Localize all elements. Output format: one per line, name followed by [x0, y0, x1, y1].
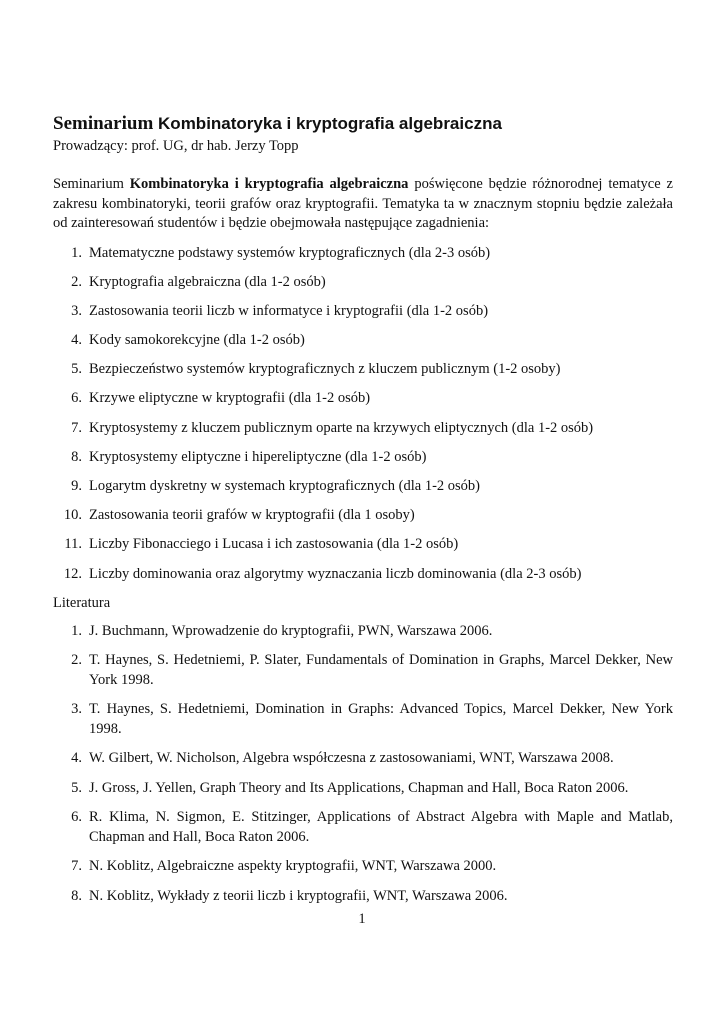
topic-item: [53, 389, 673, 409]
topic-item: [53, 565, 673, 585]
reference-text: N. Koblitz, Wykłady z teorii liczb i kryptografii, WNT, Warszawa 2006.: [89, 887, 508, 904]
literature-list: [53, 622, 673, 907]
topic-item: [53, 477, 673, 497]
reference-text: N. Koblitz, Algebraiczne aspekty kryptografii, WNT, Warszawa 2000.: [89, 858, 497, 875]
title-main: Seminarium: [53, 113, 154, 134]
reference-item: [53, 857, 673, 877]
topic-number: 10.: [63, 507, 82, 524]
topic-item: [53, 244, 673, 264]
topic-number: 7.: [71, 419, 82, 436]
reference-item: [53, 887, 673, 907]
topic-text: Kryptosystemy z kluczem publicznym oparte na krzywych eliptycznych (dla 1-2 osób): [89, 419, 594, 436]
reference-number: 7.: [71, 858, 82, 875]
topic-text: Matematyczne podstawy systemów kryptograficznych (dla 2-3 osób): [89, 244, 491, 261]
reference-text: W. Gilbert, W. Nicholson, Algebra współczesna z zastosowaniami, WNT, Warszawa 2008.: [89, 750, 614, 767]
reference-number: 6.: [71, 809, 82, 826]
topic-item: [53, 302, 673, 322]
reference-text: R. Klima, N. Sigmon, E. Stitzinger, Applications of Abstract Algebra with Maple and Matlab, Chapman and Hall, Boca Raton 2006.: [89, 809, 673, 845]
reference-number: 1.: [71, 622, 82, 639]
intro-paragraph: [53, 175, 673, 234]
reference-text: T. Haynes, S. Hedetniemi, Domination in Graphs: Advanced Topics, Marcel Dekker, New York 1998.: [89, 701, 673, 737]
topic-item: [53, 448, 673, 468]
reference-number: 3.: [71, 701, 82, 718]
reference-number: 8.: [71, 887, 82, 904]
topic-item: [53, 331, 673, 351]
reference-text: J. Gross, J. Yellen, Graph Theory and Its Applications, Chapman and Hall, Boca Raton 2006.: [89, 779, 629, 796]
topic-number: 2.: [71, 273, 82, 290]
topic-number: 3.: [71, 302, 82, 319]
reference-text: T. Haynes, S. Hedetniemi, P. Slater, Fundamentals of Domination in Graphs, Marcel Dekker, New York 1998.: [89, 652, 673, 688]
topic-text: Bezpieczeństwo systemów kryptograficznych z kluczem publicznym (1-2 osoby): [89, 361, 561, 378]
topic-number: 9.: [71, 478, 82, 494]
topic-item: [53, 506, 673, 526]
topic-text: Zastosowania teorii grafów w kryptografii (dla 1 osoby): [89, 507, 415, 524]
topic-number: 5.: [71, 361, 82, 378]
title-subtitle: Kombinatoryka i kryptografia algebraiczna: [158, 114, 502, 133]
reference-item: [53, 622, 673, 642]
topic-number: 8.: [71, 448, 82, 465]
reference-number: 2.: [71, 652, 82, 669]
page-number: 1: [358, 911, 366, 927]
document-page: [53, 112, 673, 916]
literature-heading: Literatura: [53, 594, 111, 611]
reference-item: [53, 700, 673, 739]
reference-number: 4.: [71, 750, 82, 767]
topic-number: 11.: [64, 536, 82, 553]
topics-list: [53, 244, 673, 585]
reference-item: [53, 749, 673, 769]
topic-number: 1.: [71, 244, 82, 261]
topic-item: [53, 273, 673, 293]
topic-text: Kody samokorekcyjne (dla 1-2 osób): [89, 332, 305, 349]
page-title: [53, 112, 673, 136]
topic-item: [53, 360, 673, 380]
topic-number: 4.: [71, 332, 82, 349]
topic-text: Krzywe eliptyczne w kryptografii (dla 1-2 osób): [89, 390, 371, 407]
topic-number: 12.: [63, 565, 82, 582]
topic-item: [53, 419, 673, 439]
topic-text: Logarytm dyskretny w systemach kryptograficznych (dla 1-2 osób): [89, 478, 480, 494]
topic-text: Liczby dominowania oraz algorytmy wyznaczania liczb dominowania (dla 2-3 osób): [89, 565, 582, 582]
topic-text: Kryptografia algebraiczna (dla 1-2 osób): [89, 273, 326, 290]
topic-item: [53, 535, 673, 555]
topic-text: Liczby Fibonacciego i Lucasa i ich zastosowania (dla 1-2 osób): [89, 536, 459, 553]
reference-item: [53, 808, 673, 847]
reference-text: J. Buchmann, Wprowadzenie do kryptografii, PWN, Warszawa 2006.: [89, 622, 493, 639]
topic-text: Zastosowania teorii liczb w informatyce i kryptografii (dla 1-2 osób): [89, 302, 489, 319]
intro-prefix: Seminarium: [53, 176, 130, 192]
topic-text: Kryptosystemy eliptyczne i hipereliptyczne (dla 1-2 osób): [89, 448, 427, 465]
reference-item: [53, 651, 673, 690]
instructor-line: Prowadzący: prof. UG, dr hab. Jerzy Topp: [53, 138, 299, 154]
intro-bold-title: Kombinatoryka i kryptografia algebraiczna: [129, 176, 409, 192]
topic-number: 6.: [71, 390, 82, 407]
reference-item: [53, 779, 673, 799]
intro-suffix: poświęcone będzie różnorodnej tematyce z zakresu kombinatoryki, teorii grafów oraz kryptografii. Tematyka ta w znacznym stopniu będzie zależała od zainteresowań studentów i będzie obejmowała następujące zagadnienia:: [53, 176, 673, 231]
reference-number: 5.: [71, 779, 82, 796]
